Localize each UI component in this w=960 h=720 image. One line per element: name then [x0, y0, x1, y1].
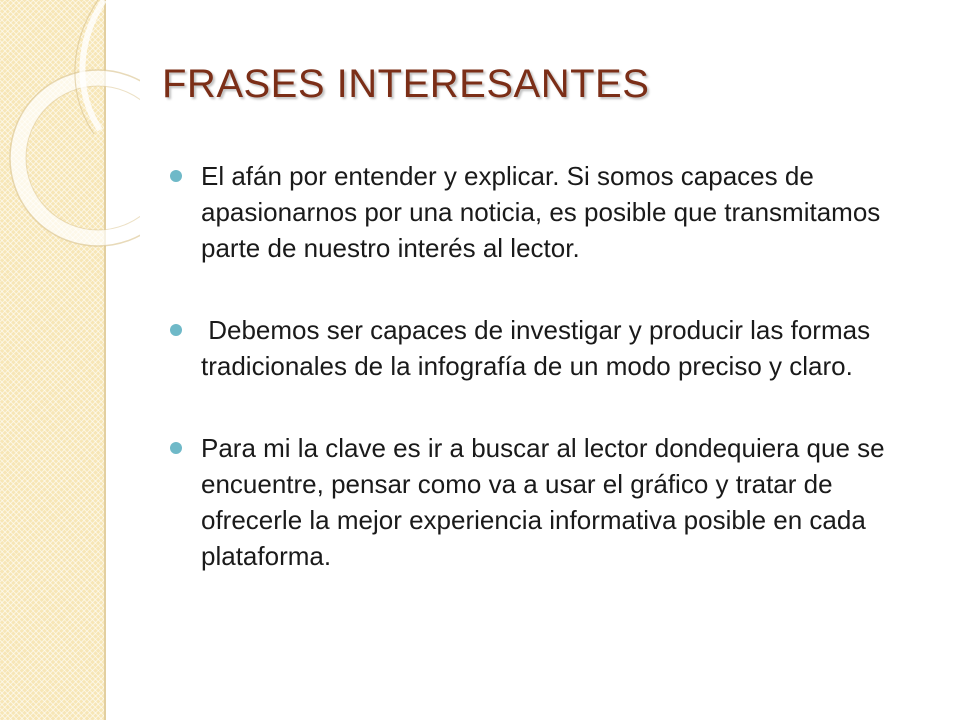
bullet-list	[168, 158, 938, 574]
decorative-circles-graphic	[0, 0, 140, 260]
bullet-dot-icon	[170, 324, 182, 336]
slide-title: FRASES INTERESANTES	[162, 62, 650, 106]
bullet-dot-icon	[170, 442, 182, 454]
bullet-text: Para mi la clave es ir a buscar al lector dondequiera que se encuentre, pensar como va a usar el gráfico y tratar de ofrecerle la mejor experiencia informativa posible en cada plataforma.	[201, 433, 885, 571]
bullet-dot-icon	[170, 170, 182, 182]
bullet-text: El afán por entender y explicar. Si somos capaces de apasionarnos por una noticia, es posible que transmitamos parte de nuestro interés al lector.	[201, 161, 881, 263]
bullet-text: Debemos ser capaces de investigar y producir las formas tradicionales de la infografía de un modo preciso y claro.	[201, 315, 878, 381]
bullet-item	[168, 430, 938, 574]
bullet-item	[168, 158, 938, 266]
bullet-item	[168, 312, 938, 384]
